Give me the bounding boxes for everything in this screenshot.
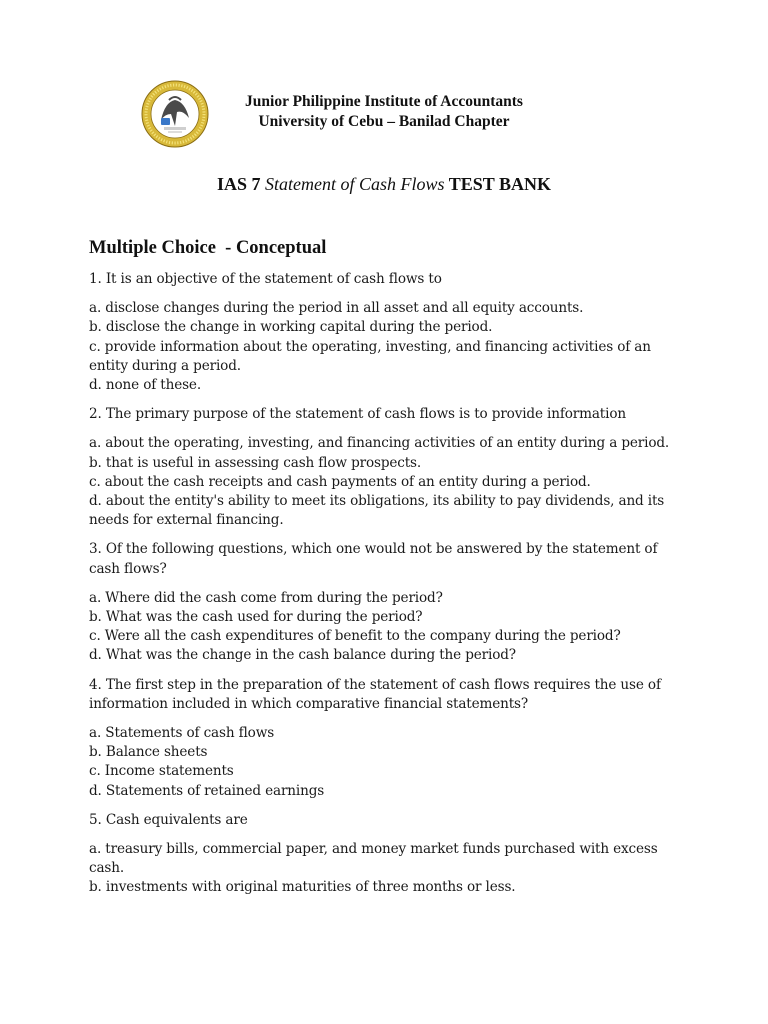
answer-options: [89, 299, 689, 395]
answer-options: [89, 589, 689, 666]
answer-option: d. about the entity's ability to meet its obligations, its ability to pay dividends, and its needs for external financing.: [89, 493, 665, 529]
question-list: [89, 270, 689, 908]
question-block: [89, 540, 689, 665]
answer-option: c. provide information about the operating, investing, and financing activities of an entity during a period.: [89, 338, 651, 374]
answer-option: a. about the operating, investing, and financing activities of an entity during a period.: [89, 435, 670, 452]
answer-options: [89, 434, 689, 530]
question-stem: 2. The primary purpose of the statement of cash flows is to provide information: [89, 406, 626, 423]
question-block: [89, 270, 689, 395]
answer-option: d. none of these.: [89, 377, 201, 394]
jpia-seal-icon: [141, 80, 209, 148]
question-stem: 3. Of the following questions, which one would not be answered by the statement of cash flows?: [89, 541, 658, 577]
title-prefix: IAS 7: [217, 174, 261, 194]
section-heading: Multiple Choice - Conceptual: [89, 238, 327, 258]
answer-options: [89, 840, 689, 898]
answer-option: b. disclose the change in working capital during the period.: [89, 319, 493, 336]
answer-options: [89, 724, 689, 801]
question-stem: 5. Cash equivalents are: [89, 811, 248, 828]
answer-option: a. treasury bills, commercial paper, and money market funds purchased with excess cash.: [89, 841, 658, 877]
answer-option: b. Balance sheets: [89, 744, 208, 761]
answer-option: a. disclose changes during the period in all asset and all equity accounts.: [89, 300, 584, 317]
answer-option: b. What was the cash used for during the period?: [89, 609, 423, 626]
answer-option: d. What was the change in the cash balance during the period?: [89, 647, 516, 664]
answer-option: d. Statements of retained earnings: [89, 782, 325, 799]
answer-option: a. Statements of cash flows: [89, 725, 275, 742]
jpia-seal-graphic: [141, 80, 209, 148]
question-stem: 4. The first step in the preparation of the statement of cash flows requires the use of information included in which comparative financial statements?: [89, 676, 661, 712]
answer-option: c. Income statements: [89, 763, 234, 780]
title-suffix: TEST BANK: [448, 174, 551, 194]
question-stem: 1. It is an objective of the statement of cash flows to: [89, 271, 442, 287]
answer-option: b. that is useful in assessing cash flow prospects.: [89, 454, 422, 471]
answer-option: a. Where did the cash come from during the period?: [89, 589, 443, 606]
organization-header: [214, 92, 554, 132]
answer-option: c. about the cash receipts and cash payments of an entity during a period.: [89, 473, 591, 490]
chapter-name: University of Cebu – Banilad Chapter: [258, 113, 510, 130]
answer-option: b. investments with original maturities of three months or less.: [89, 879, 516, 896]
answer-option: c. Were all the cash expenditures of benefit to the company during the period?: [89, 628, 621, 645]
question-block: [89, 676, 689, 801]
question-block: [89, 405, 689, 530]
title-italic: Statement of Cash Flows: [265, 174, 445, 194]
org-name: Junior Philippine Institute of Accountants: [245, 93, 523, 110]
document-title: [0, 174, 768, 195]
question-block: [89, 811, 689, 898]
